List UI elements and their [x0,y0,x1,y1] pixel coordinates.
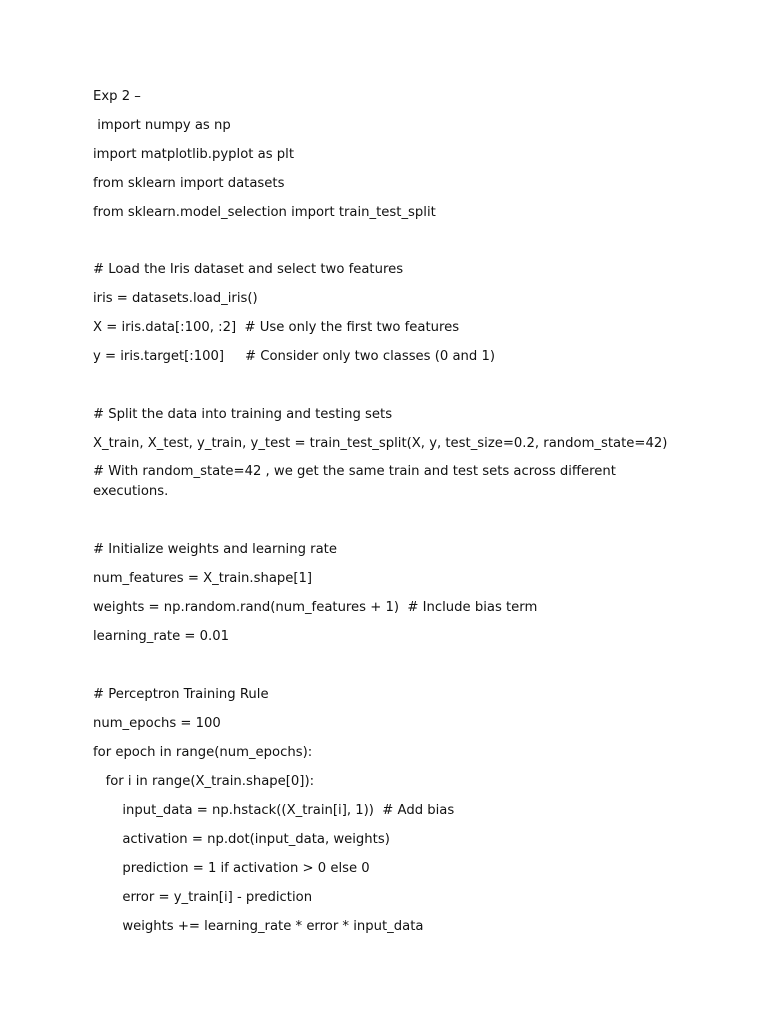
code-comment: # Split the data into training and testing sets [93,407,393,422]
code-line: import matplotlib.pyplot as plt [93,147,294,162]
code-line: input_data = np.hstack((X_train[i], 1)) # Add bias [93,803,455,818]
code-line: error = y_train[i] - prediction [93,890,313,905]
code-line: y = iris.target[:100] # Consider only two classes (0 and 1) [93,349,495,364]
code-line: prediction = 1 if activation > 0 else 0 [93,861,370,876]
code-comment: # Initialize weights and learning rate [93,542,337,557]
code-line: for epoch in range(num_epochs): [93,745,313,760]
code-line: from sklearn import datasets [93,176,285,191]
code-line: iris = datasets.load_iris() [93,291,258,306]
code-line: num_features = X_train.shape[1] [93,571,313,586]
code-line: weights = np.random.rand(num_features + 1) # Include bias term [93,600,538,615]
code-line: num_epochs = 100 [93,716,221,731]
code-comment: # Load the Iris dataset and select two features [93,262,404,277]
code-comment: # Perceptron Training Rule [93,687,269,702]
doc-heading: Exp 2 – [93,89,141,104]
code-line: from sklearn.model_selection import train_test_split [93,205,436,220]
code-line: import numpy as np [93,118,231,133]
code-line: activation = np.dot(input_data, weights) [93,832,390,847]
code-line: weights += learning_rate * error * input_data [93,919,424,934]
code-line: X_train, X_test, y_train, y_test = train_test_split(X, y, test_size=0.2, random_state=42) [93,436,668,451]
code-line: learning_rate = 0.01 [93,629,229,644]
code-line: for i in range(X_train.shape[0]): [93,774,315,789]
code-comment: # With random_state=42 , we get the same train and test sets across different executions. [93,464,621,499]
code-line: X = iris.data[:100, :2] # Use only the first two features [93,320,460,335]
